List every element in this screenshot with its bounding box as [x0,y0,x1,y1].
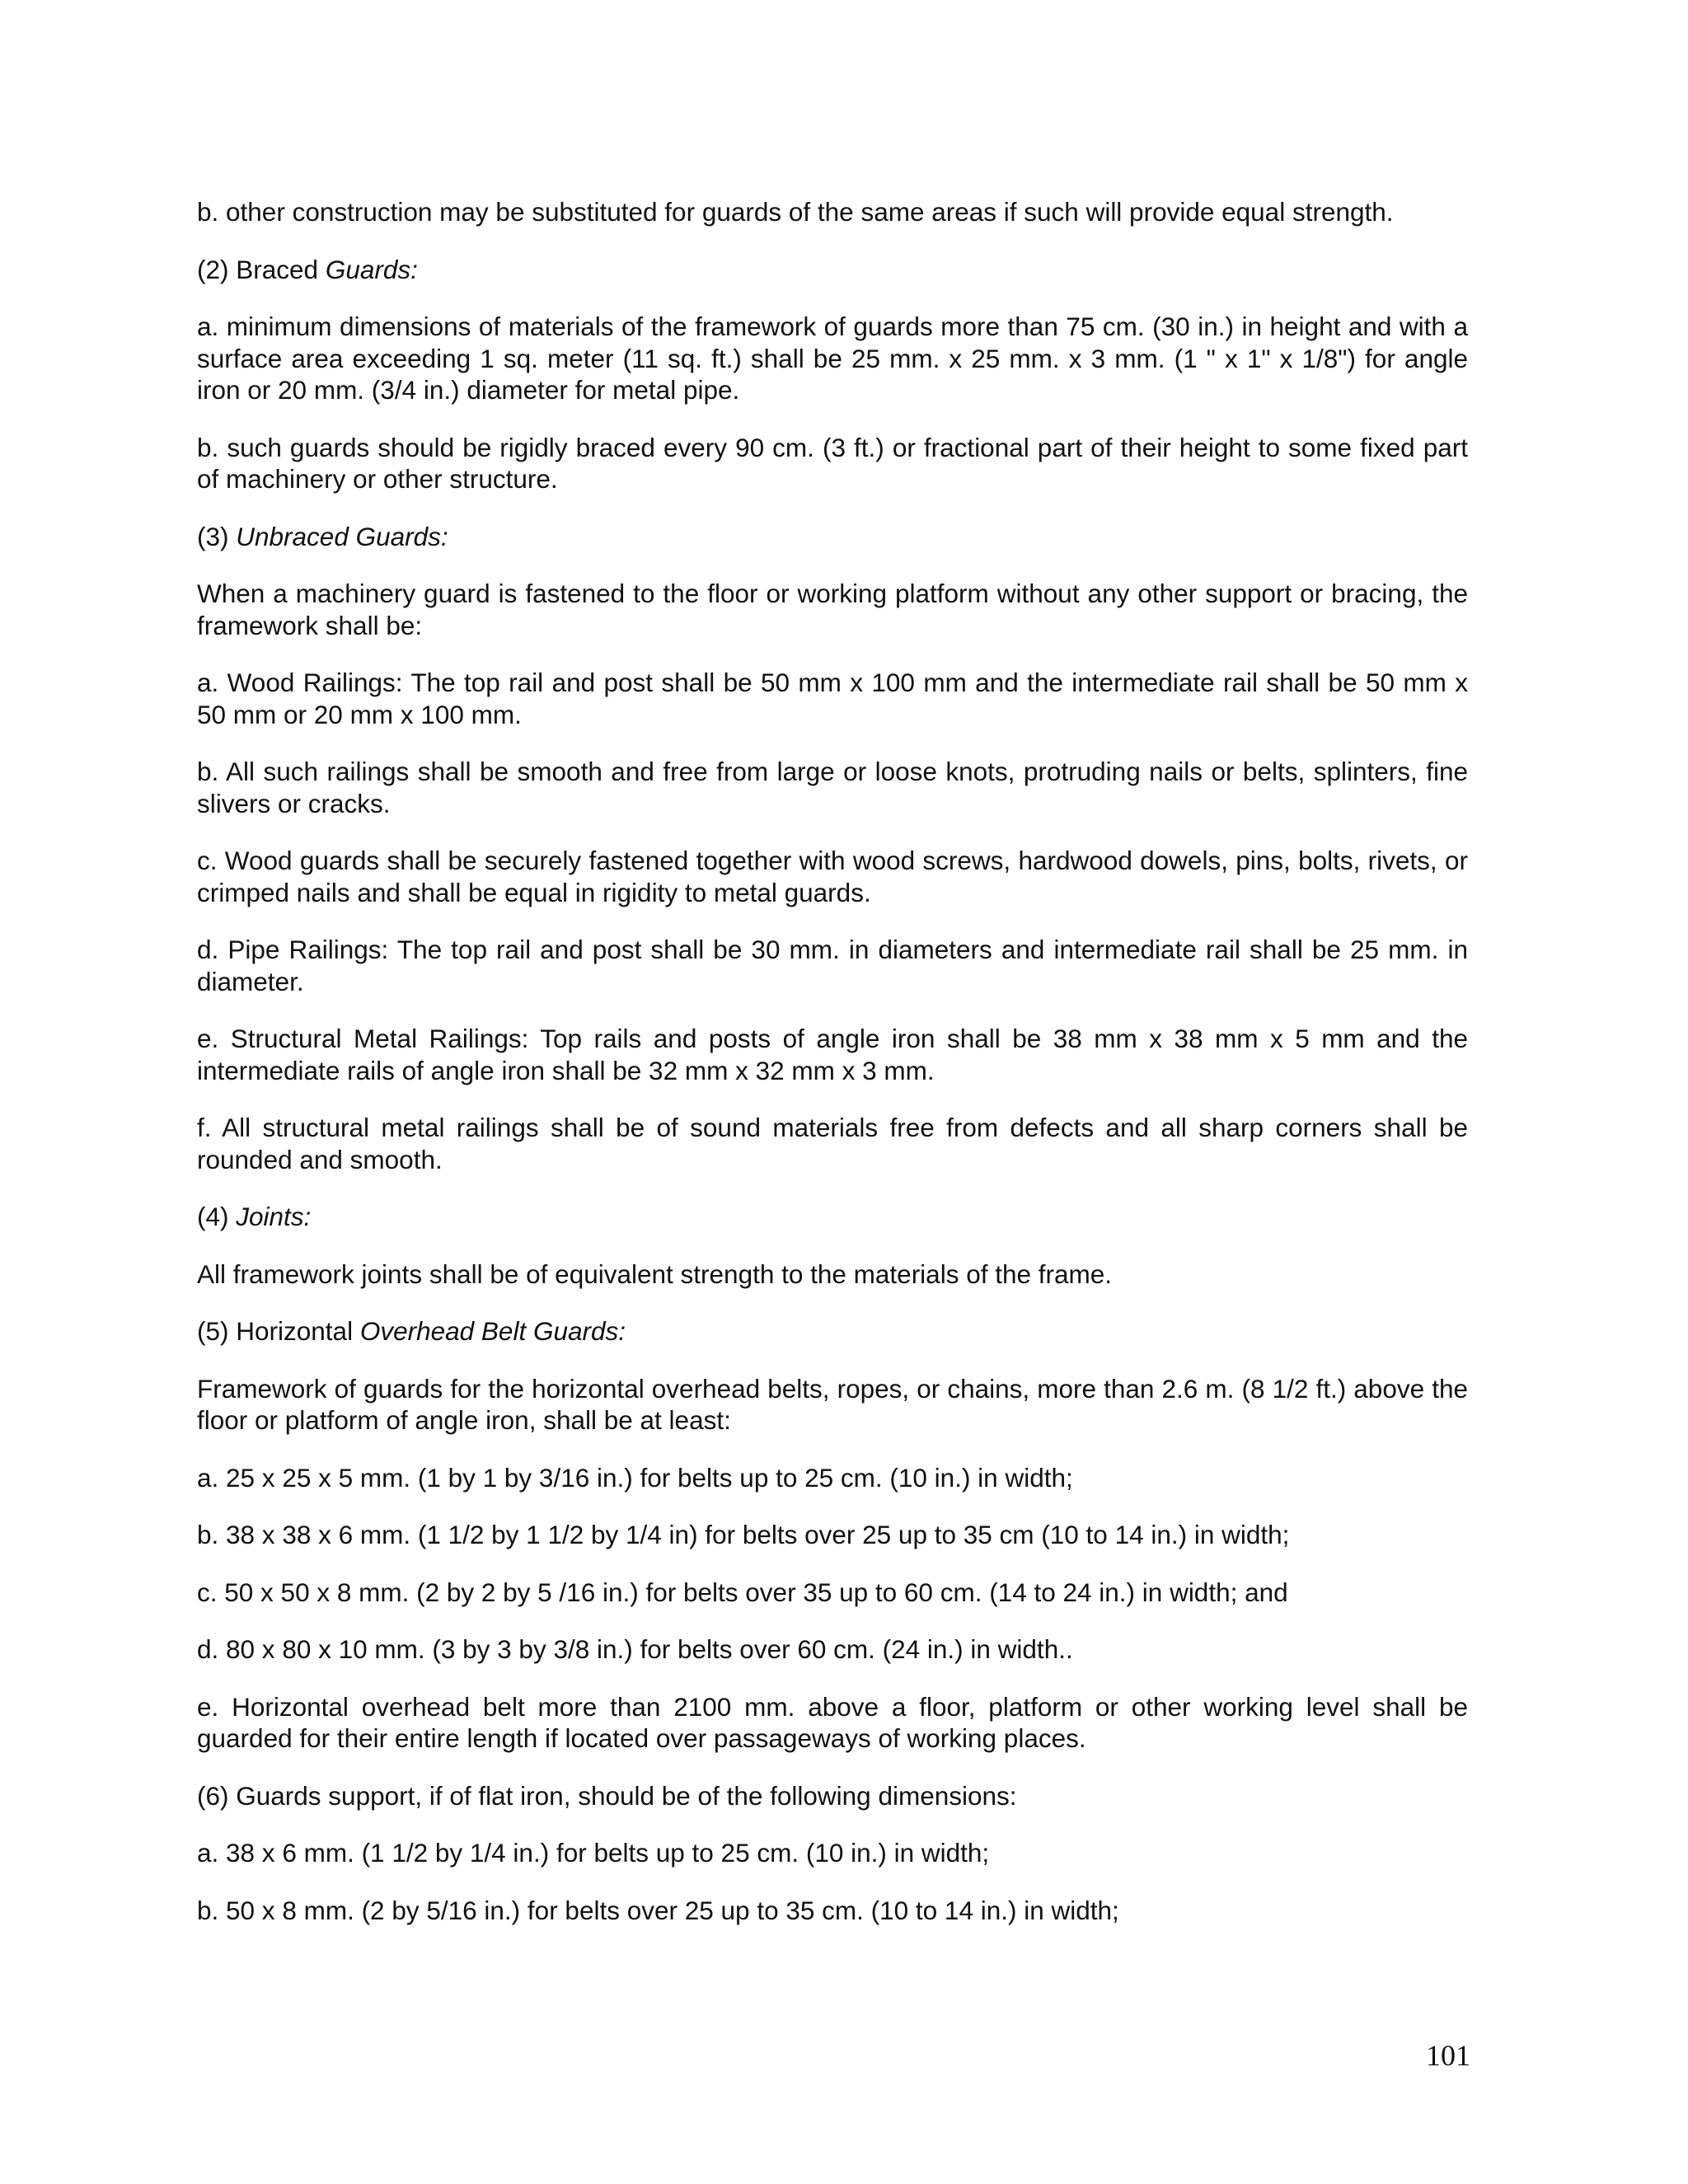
heading-joints [197,1201,1468,1233]
paragraph-f-sound-materials: f. All structural metal railings shall be of sound materials free from defects and all sharp corners shall be rounded and smooth. [197,1113,1468,1174]
heading-unbraced-guards [197,521,1468,553]
paragraph-b-other-construction: b. other construction may be substituted for guards of the same areas if such will provide equal strength. [197,197,1394,227]
heading-emphasis: Overhead Belt Guards: [359,1316,626,1346]
paragraph-d-pipe-railings: d. Pipe Railings: The top rail and post shall be 30 mm. in diameters and intermediate rail shall be 25 mm. in diameter. [197,935,1468,996]
paragraph-b-rigidly-braced: b. such guards should be rigidly braced every 90 cm. (3 ft.) or fractional part of their height to some fixed part of machinery or other structure. [197,432,1468,494]
heading-number: (2) Braced [197,254,326,284]
paragraph-framework-overhead-belts: Framework of guards for the horizontal overhead belts, ropes, or chains, more than 2.6 m. (8 1/2 ft.) above the floor or platform of angle iron, shall be at least: [197,1373,1468,1435]
heading-emphasis: Joints: [236,1202,312,1231]
paragraph-b-smooth-railings: b. All such railings shall be smooth and free from large or loose knots, protruding nails or belts, splinters, fine slivers or cracks. [197,757,1468,818]
heading-emphasis: Guards: [325,254,418,284]
heading-overhead-belt-guards [197,1315,1468,1347]
heading-number: (5) Horizontal [197,1316,360,1346]
paragraph-e-structural-metal-railings: e. Structural Metal Railings: Top rails and posts of angle iron shall be 38 mm x 38 mm x 5 mm and the intermediate rails of angle iron shall be 32 mm x 32 mm x 3 mm. [197,1024,1468,1085]
heading-number: (3) [197,521,237,551]
paragraph-a-38x6mm: a. 38 x 6 mm. (1 1/2 by 1/4 in.) for belts up to 25 cm. (10 in.) in width; [197,1838,990,1868]
paragraph-b-38mm: b. 38 x 38 x 6 mm. (1 1/2 by 1 1/2 by 1/4 in) for belts over 25 up to 35 cm (10 to 14 in.) in width; [197,1520,1290,1549]
paragraph-a-25mm: a. 25 x 25 x 5 mm. (1 by 1 by 3/16 in.) for belts up to 25 cm. (10 in.) in width; [197,1462,1073,1493]
paragraph-c-wood-guards: c. Wood guards shall be securely fastened together with wood screws, hardwood dowels, pins, bolts, rivets, or crimped nails and shall be equal in rigidity to metal guards. [197,846,1468,907]
paragraph-framework-joints: All framework joints shall be of equivalent strength to the materials of the frame. [197,1258,1113,1289]
heading-number: (4) [197,1202,237,1231]
heading-braced-guards [197,254,1468,286]
page-number: 101 [1426,2039,1470,2072]
paragraph-a-minimum-dimensions: a. minimum dimensions of materials of the framework of guards more than 75 cm. (30 in.) in height and with a surface area exceeding 1 sq. meter (11 sq. ft.) shall be 25 mm. x 25 mm. x 3 mm. (1 " x 1" x 1/8") for angle iron or 20 mm. (3/4 in.) diameter for metal pipe. [197,312,1468,405]
paragraph-e-horizontal-overhead-belt: e. Horizontal overhead belt more than 2100 mm. above a floor, platform or other working level shall be guarded for their entire length if located over passageways of working places. [197,1691,1468,1753]
heading-emphasis: Unbraced Guards: [236,521,448,551]
paragraph-machinery-guard-fastened: When a machinery guard is fastened to the floor or working platform without any other support or bracing, the framework shall be: [197,579,1468,640]
paragraph-d-80mm: d. 80 x 80 x 10 mm. (3 by 3 by 3/8 in.) for belts over 60 cm. (24 in.) in width.. [197,1634,1073,1664]
paragraph-guards-support: (6) Guards support, if of flat iron, should be of the following dimensions: [197,1780,1017,1811]
paragraph-c-50mm: c. 50 x 50 x 8 mm. (2 by 2 by 5 /16 in.) for belts over 35 up to 60 cm. (14 to 24 in.) in width; and [197,1577,1288,1607]
paragraph-b-50x8mm: b. 50 x 8 mm. (2 by 5/16 in.) for belts over 25 up to 35 cm. (10 to 14 in.) in width; [197,1895,1119,1925]
paragraph-a-wood-railings: a. Wood Railings: The top rail and post shall be 50 mm x 100 mm and the intermediate rail shall be 50 mm x 50 mm or 20 mm x 100 mm. [197,668,1468,729]
body-text [197,196,1468,1952]
